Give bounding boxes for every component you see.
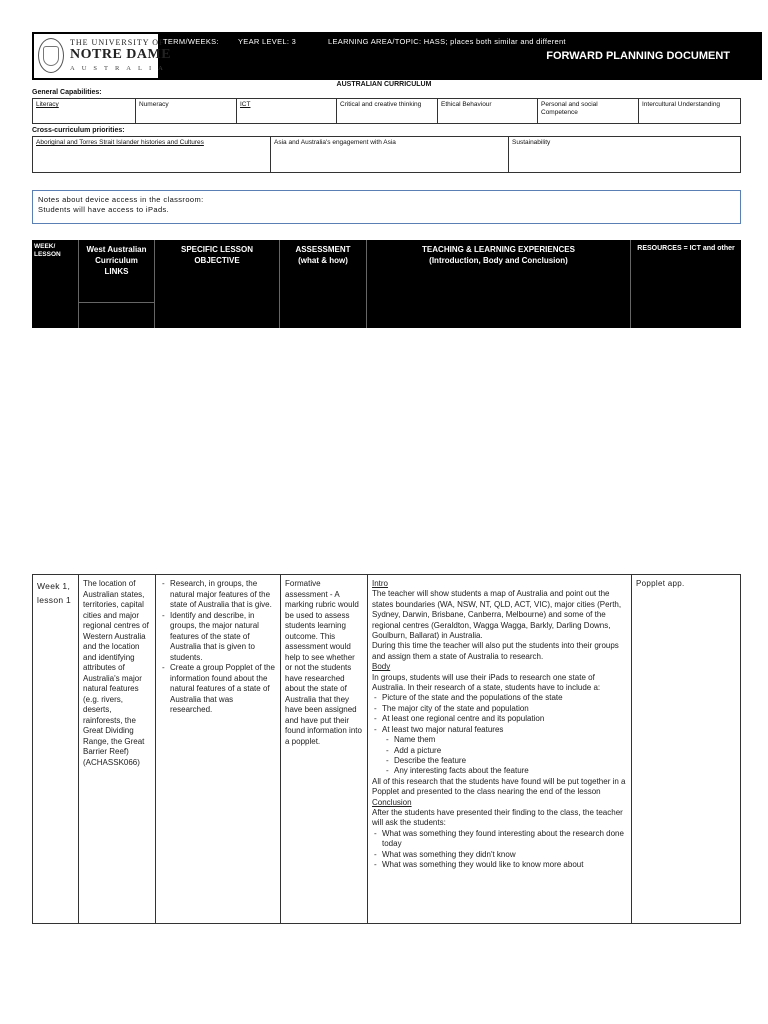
col-assessment: ASSESSMENT (what & how) <box>295 245 351 265</box>
capability-literacy[interactable]: Literacy <box>33 99 136 123</box>
conclusion-item: - What was something they found interesting about the research done today <box>372 829 627 850</box>
priority-aboriginal[interactable]: Aboriginal and Torres Strait Islander histories and Cultures <box>33 137 271 172</box>
teaching-title: TEACHING & LEARNING EXPERIENCES <box>422 245 575 254</box>
notes-line-2: Students will have access to iPads. <box>38 205 170 214</box>
crest-icon <box>38 38 64 73</box>
intro-paragraph-2: During this time the teacher will also put the students into their groups and assign them a state of Australia to research. <box>372 641 619 661</box>
capability-critical-thinking: Critical and creative thinking <box>337 99 438 123</box>
capability-personal-social: Personal and social Competence <box>538 99 639 123</box>
body-item: - At least one regional centre and its population <box>372 714 627 724</box>
body-subitem: - Add a picture <box>372 746 627 756</box>
planning-table-header <box>32 240 741 328</box>
logo-line-2: NOTRE DAME <box>70 47 172 62</box>
lesson-row <box>32 574 741 924</box>
lesson-assessment: Formative assessment - A marking rubric would be used to assess students learning outcome. This assessment would help to see whether or not the students have researched about the state of Australia that they have been assigned and have put their found information into a popplet. <box>285 579 362 746</box>
body-heading: Body <box>372 662 391 672</box>
capability-ethical-behaviour: Ethical Behaviour <box>438 99 538 123</box>
priorities-table <box>32 136 741 173</box>
notes-line-1: Notes about device access in the classroom: <box>38 195 204 204</box>
col-curriculum-links: West Australian Curriculum LINKS <box>86 245 147 276</box>
objective-item: - Research, in groups, the natural major features of the state of Australia that is give. <box>160 579 276 611</box>
teaching-subtitle: (Introduction, Body and Conclusion) <box>429 256 568 265</box>
capability-ict[interactable]: ICT <box>237 99 337 123</box>
lesson-objectives <box>156 575 280 923</box>
body-item: - The major city of the state and population <box>372 704 627 714</box>
body-subitem: - Describe the feature <box>372 756 627 766</box>
conclusion-item: - What was something they would like to know more about <box>372 860 627 870</box>
body-paragraph-2: All of this research that the students have found will be put together in a Popplet and presented to the class nearing the end of the lesson <box>372 776 626 797</box>
conclusion-item: - What was something they didn't know <box>372 850 627 860</box>
document-title: FORWARD PLANNING DOCUMENT <box>546 50 730 62</box>
col-teaching-learning <box>367 240 630 328</box>
logo-line-1: THE UNIVERSITY OF <box>70 38 165 47</box>
learning-area-label: LEARNING AREA/TOPIC: HASS; places both similar and different <box>328 37 566 46</box>
lesson-curriculum-links: The location of Australian states, territories, capital cities and major regional centres of Western Australia and the location and identifying attributes of Australia's major natural features (e.g. rivers, deserts, rainforests, the Great Dividing Range, the Great Barrier Reef) (ACHASSK066) <box>83 579 149 767</box>
logo-line-3: AUSTRALIA <box>70 65 170 72</box>
university-logo <box>34 34 172 78</box>
conclusion-paragraph: After the students have presented their finding to the class, the teacher will ask the students: <box>372 807 623 828</box>
col-week-lesson: WEEK/ LESSON <box>34 243 61 258</box>
body-item: - At least two major natural features <box>372 725 627 735</box>
objective-item: - Identify and describe, in groups, the major natural features of the state of Australia that is given to students. <box>160 611 276 664</box>
priority-sustainability: Sustainability <box>512 139 551 146</box>
lesson-week: Week 1, lesson 1 <box>37 581 72 605</box>
objective-item: - Create a group Popplet of the information found about the natural features of a state of Australia that was researched. <box>160 663 276 716</box>
term-weeks-label: TERM/WEEKS: <box>163 37 219 46</box>
cross-curriculum-label: Cross-curriculum priorities: <box>32 127 125 134</box>
body-subitem: - Name them <box>372 735 627 745</box>
general-capabilities-label: General Capabilities: <box>32 89 102 96</box>
lesson-teaching <box>368 575 631 923</box>
device-notes-box <box>32 190 741 224</box>
intro-heading: Intro <box>372 579 389 588</box>
curriculum-heading: AUSTRALIAN CURRICULUM <box>336 81 432 88</box>
col-lesson-objective: SPECIFIC LESSON OBJECTIVE <box>180 245 253 265</box>
conclusion-heading: Conclusion <box>372 797 412 807</box>
lesson-resources: Popplet app. <box>636 579 685 588</box>
body-subitem: - Any interesting facts about the feature <box>372 766 627 776</box>
priority-asia: Asia and Australia's engagement with Asia <box>271 137 509 172</box>
year-level-label: YEAR LEVEL: 3 <box>238 37 297 46</box>
intro-paragraph-1: The teacher will show students a map of Australia and point out the states boundaries (WA, NSW, NT, QLD, ACT, VIC), major cities (Perth, Sydney, Darwin, Brisbane, Canberra, Melbourne) and some of the regional centres (Geraldton, Wagga Wagga, Barkly, Darling Downs, Goulburn, Ballarat) in Australia. <box>372 589 622 641</box>
body-item: - Picture of the state and the populations of the state <box>372 693 627 703</box>
capability-intercultural: Intercultural Understanding <box>642 101 721 108</box>
col-resources: RESOURCES = ICT and other <box>637 245 735 252</box>
body-paragraph-1: In groups, students will use their iPads to research one state of Australia. In their research of a state, students have to include a: <box>372 672 601 693</box>
capability-numeracy: Numeracy <box>136 99 237 123</box>
capabilities-table <box>32 98 741 124</box>
